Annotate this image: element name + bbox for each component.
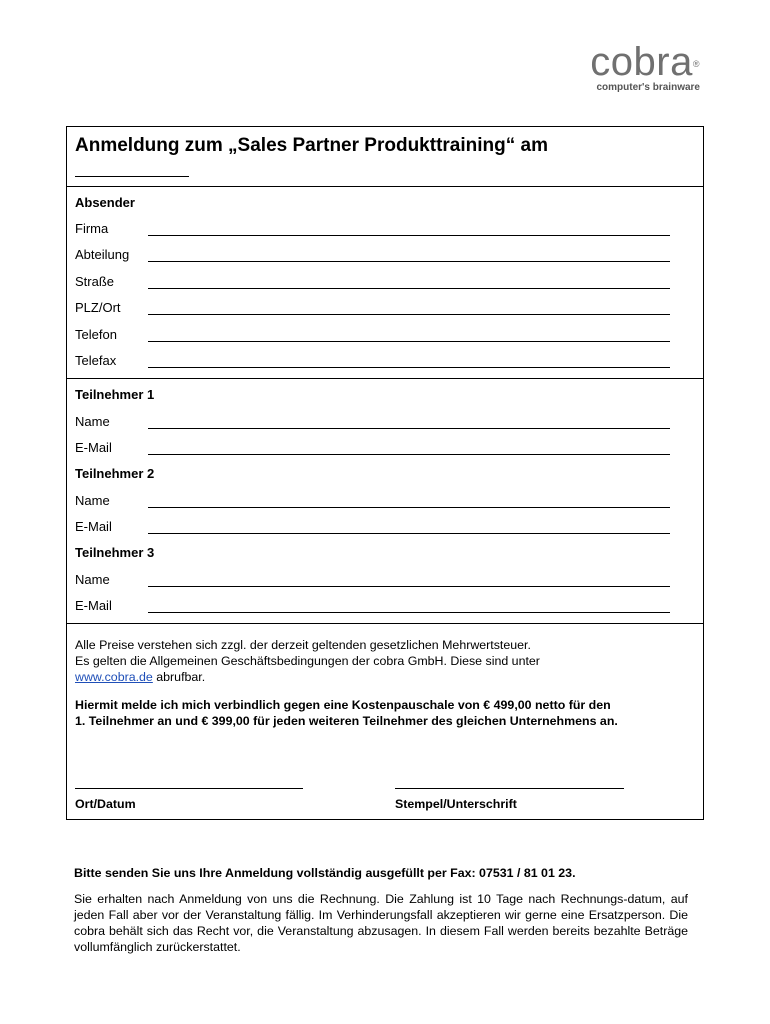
terms-section xyxy=(67,623,703,820)
field-line-plz-ort[interactable] xyxy=(148,314,670,315)
binding-text-line-2: 1. Teilnehmer an und € 399,00 für jeden weiteren Teilnehmer des gleichen Unternehmens an. xyxy=(75,714,618,728)
participant-3-email-label: E-Mail xyxy=(75,598,112,613)
participant-2-name-label: Name xyxy=(75,493,110,508)
field-line-telefax[interactable] xyxy=(148,367,670,368)
participant-3-name-line[interactable] xyxy=(148,586,670,587)
participant-1-name-line[interactable] xyxy=(148,428,670,429)
field-label-telefon: Telefon xyxy=(75,327,117,342)
participant-2-email-line[interactable] xyxy=(148,533,670,534)
registered-mark: ® xyxy=(692,59,700,69)
logo-wordmark: cobra xyxy=(590,40,693,84)
field-line-firma[interactable] xyxy=(148,235,670,236)
cobra-logo xyxy=(560,42,700,93)
field-label-telefax: Telefax xyxy=(75,353,117,368)
fax-instruction: Bitte senden Sie uns Ihre Anmeldung vollständig ausgefüllt per Fax: 07531 / 81 01 23. xyxy=(74,866,576,880)
terms-link-suffix: abrufbar. xyxy=(152,670,206,684)
participant-1-email-label: E-Mail xyxy=(75,440,112,455)
participants-section xyxy=(67,378,703,613)
participant-3-email-line[interactable] xyxy=(148,612,670,613)
terms-vat-text: Alle Preise verstehen sich zzgl. der derzeit geltenden gesetzlichen Mehrwertsteuer. xyxy=(75,638,531,652)
registration-form xyxy=(66,126,704,820)
place-date-line[interactable] xyxy=(75,788,303,789)
field-label-firma: Firma xyxy=(75,221,109,236)
participant-2-name-line[interactable] xyxy=(148,507,670,508)
logo-tagline: computer's brainware xyxy=(596,82,700,93)
sender-heading: Absender xyxy=(75,195,135,210)
field-line-strasse[interactable] xyxy=(148,288,670,289)
participant-1-heading: Teilnehmer 1 xyxy=(75,387,155,402)
cobra-website-link[interactable]: www.cobra.de xyxy=(75,670,153,684)
field-label-plz-ort: PLZ/Ort xyxy=(75,300,121,315)
sender-section xyxy=(67,186,703,368)
form-title: Anmeldung zum „Sales Partner Produkttraining“ am xyxy=(75,135,548,156)
stamp-signature-label: Stempel/Unterschrift xyxy=(395,797,517,811)
participant-3-heading: Teilnehmer 3 xyxy=(75,545,155,560)
participant-1-email-line[interactable] xyxy=(148,454,670,455)
field-label-abteilung: Abteilung xyxy=(75,247,130,262)
participant-2-heading: Teilnehmer 2 xyxy=(75,466,155,481)
participant-2-email-label: E-Mail xyxy=(75,519,112,534)
field-line-abteilung[interactable] xyxy=(148,261,670,262)
place-date-label: Ort/Datum xyxy=(75,797,136,811)
training-date-blank[interactable] xyxy=(75,176,189,177)
participant-1-name-label: Name xyxy=(75,414,110,429)
terms-agb-text: Es gelten die Allgemeinen Geschäftsbedingungen der cobra GmbH. Diese sind unter xyxy=(75,654,540,668)
participant-3-name-label: Name xyxy=(75,572,110,587)
binding-text-line-1: Hiermit melde ich mich verbindlich gegen eine Kostenpauschale von € 499,00 netto für den xyxy=(75,698,611,712)
field-label-strasse: Straße xyxy=(75,274,115,289)
payment-info: Sie erhalten nach Anmeldung von uns die Rechnung. Die Zahlung ist 10 Tage nach Rechnungs-datum, auf jeden Fall aber vor der Veranstaltung fällig. Im Verhinderungsfall akzeptieren wir gerne eine Ersatzperson. Die cobra behält sich das Recht vor, die Veranstaltung abzusagen. In diesem Fall werden bereits bezahlte Beträge vollumfänglich zurückerstattet. xyxy=(74,892,688,954)
terms-link-line xyxy=(75,669,205,685)
field-line-telefon[interactable] xyxy=(148,341,670,342)
stamp-signature-line[interactable] xyxy=(395,788,624,789)
